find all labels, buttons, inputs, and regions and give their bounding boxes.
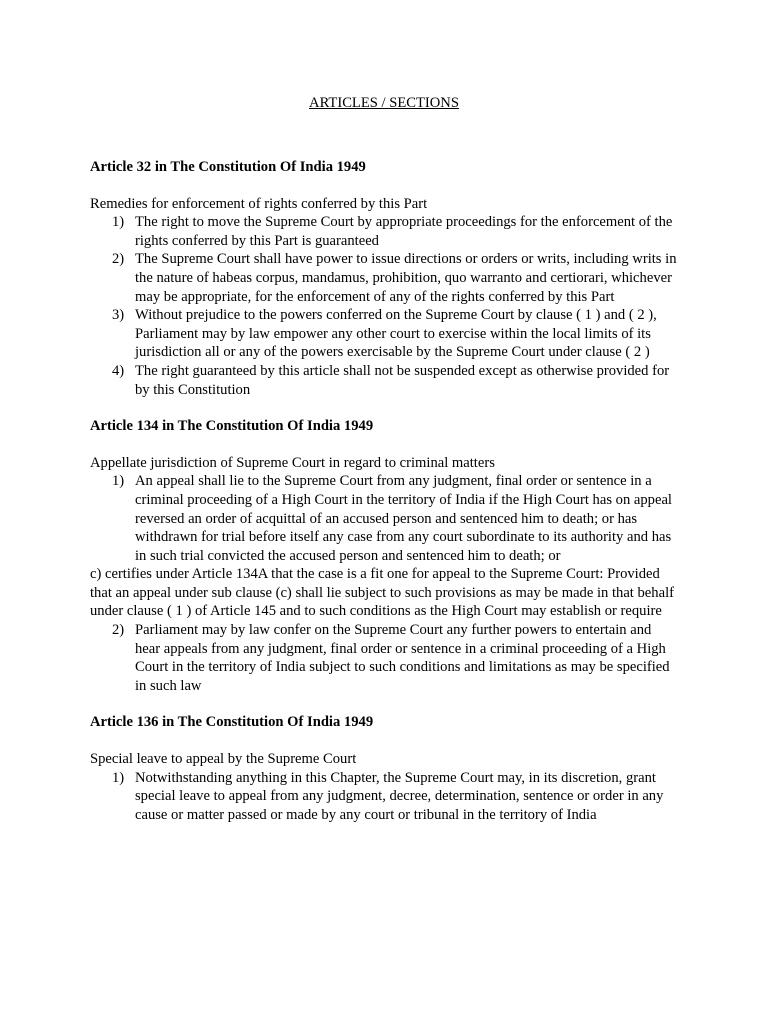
clause-item <box>90 250 680 306</box>
clause-item <box>90 306 680 362</box>
clause-item <box>90 362 680 399</box>
clause-item <box>90 472 680 565</box>
article-intro: Special leave to appeal by the Supreme Court <box>90 751 357 768</box>
clause-number: 3) <box>112 307 125 324</box>
clause-list <box>90 769 680 825</box>
clause-text: The right guaranteed by this article shall not be suspended except as otherwise provided for by this Constitution <box>135 362 670 398</box>
article-heading: Article 136 in The Constitution Of India 1949 <box>90 714 374 731</box>
clause-number: 2) <box>112 251 125 268</box>
clause-text: An appeal shall lie to the Supreme Court from any judgment, final order or sentence in a criminal proceeding of a High Court in the territory of India if the High Court has on appeal reversed an order of acquittal of an accused person and sentenced him to death; or has withdrawn for trial before itself any case from any court subordinate to its authority and has in such trial convicted the accused person and sentenced him to death; or <box>135 473 672 564</box>
clause-continuation: c) certifies under Article 134A that the case is a fit one for appeal to the Supreme Court: Provided that an appeal under sub clause (c) shall lie subject to such provisions as may be made in that behalf under clause ( 1 ) of Article 145 and to such conditions as the High Court may establish or require <box>90 566 674 620</box>
clause-list <box>90 472 680 565</box>
clause-number: 1) <box>112 473 125 490</box>
article-32 <box>90 158 680 399</box>
clause-number: 4) <box>112 362 125 379</box>
clause-list <box>90 213 680 399</box>
article-134 <box>90 417 680 695</box>
article-intro: Remedies for enforcement of rights conferred by this Part <box>90 195 428 212</box>
article-heading: Article 134 in The Constitution Of India 1949 <box>90 418 374 435</box>
document-title: ARTICLES / SECTIONS <box>309 95 459 111</box>
clause-number: 1) <box>112 769 125 786</box>
clause-text: The right to move the Supreme Court by appropriate proceedings for the enforcement of the rights conferred by this Part is guaranteed <box>135 214 673 249</box>
article-136 <box>90 713 680 824</box>
clause-item <box>90 769 680 825</box>
clause-text: Notwithstanding anything in this Chapter, the Supreme Court may, in its discretion, grant special leave to appeal from any judgment, decree, determination, sentence or order in any cause or matter passed or made by any court or tribunal in the territory of India <box>135 769 664 823</box>
clause-text: Parliament may by law confer on the Supreme Court any further powers to entertain and hear appeals from any judgment, final order or sentence in a criminal proceeding of a High Court in the territory of India subject to such conditions and limitations as may be specified in such law <box>135 622 670 694</box>
article-heading: Article 32 in The Constitution Of India 1949 <box>90 159 366 175</box>
clause-item <box>90 621 680 695</box>
clause-number: 2) <box>112 622 125 639</box>
clause-text: The Supreme Court shall have power to issue directions or orders or writs, including writs in the nature of habeas corpus, mandamus, prohibition, quo warranto and certiorari, whichever may be appropriate, for the enforcement of any of the rights conferred by this Part <box>135 251 677 305</box>
clause-item <box>90 213 680 250</box>
clause-list <box>90 621 680 695</box>
clause-number: 1) <box>112 214 125 231</box>
article-intro: Appellate jurisdiction of Supreme Court in regard to criminal matters <box>90 454 495 471</box>
document-body <box>90 158 680 842</box>
clause-text: Without prejudice to the powers conferred on the Supreme Court by clause ( 1 ) and ( 2 ), Parliament may by law empower any other court to exercise within the local limits of its jurisdiction all or any of the powers exercisable by the Supreme Court under clause ( 2 ) <box>135 307 657 361</box>
